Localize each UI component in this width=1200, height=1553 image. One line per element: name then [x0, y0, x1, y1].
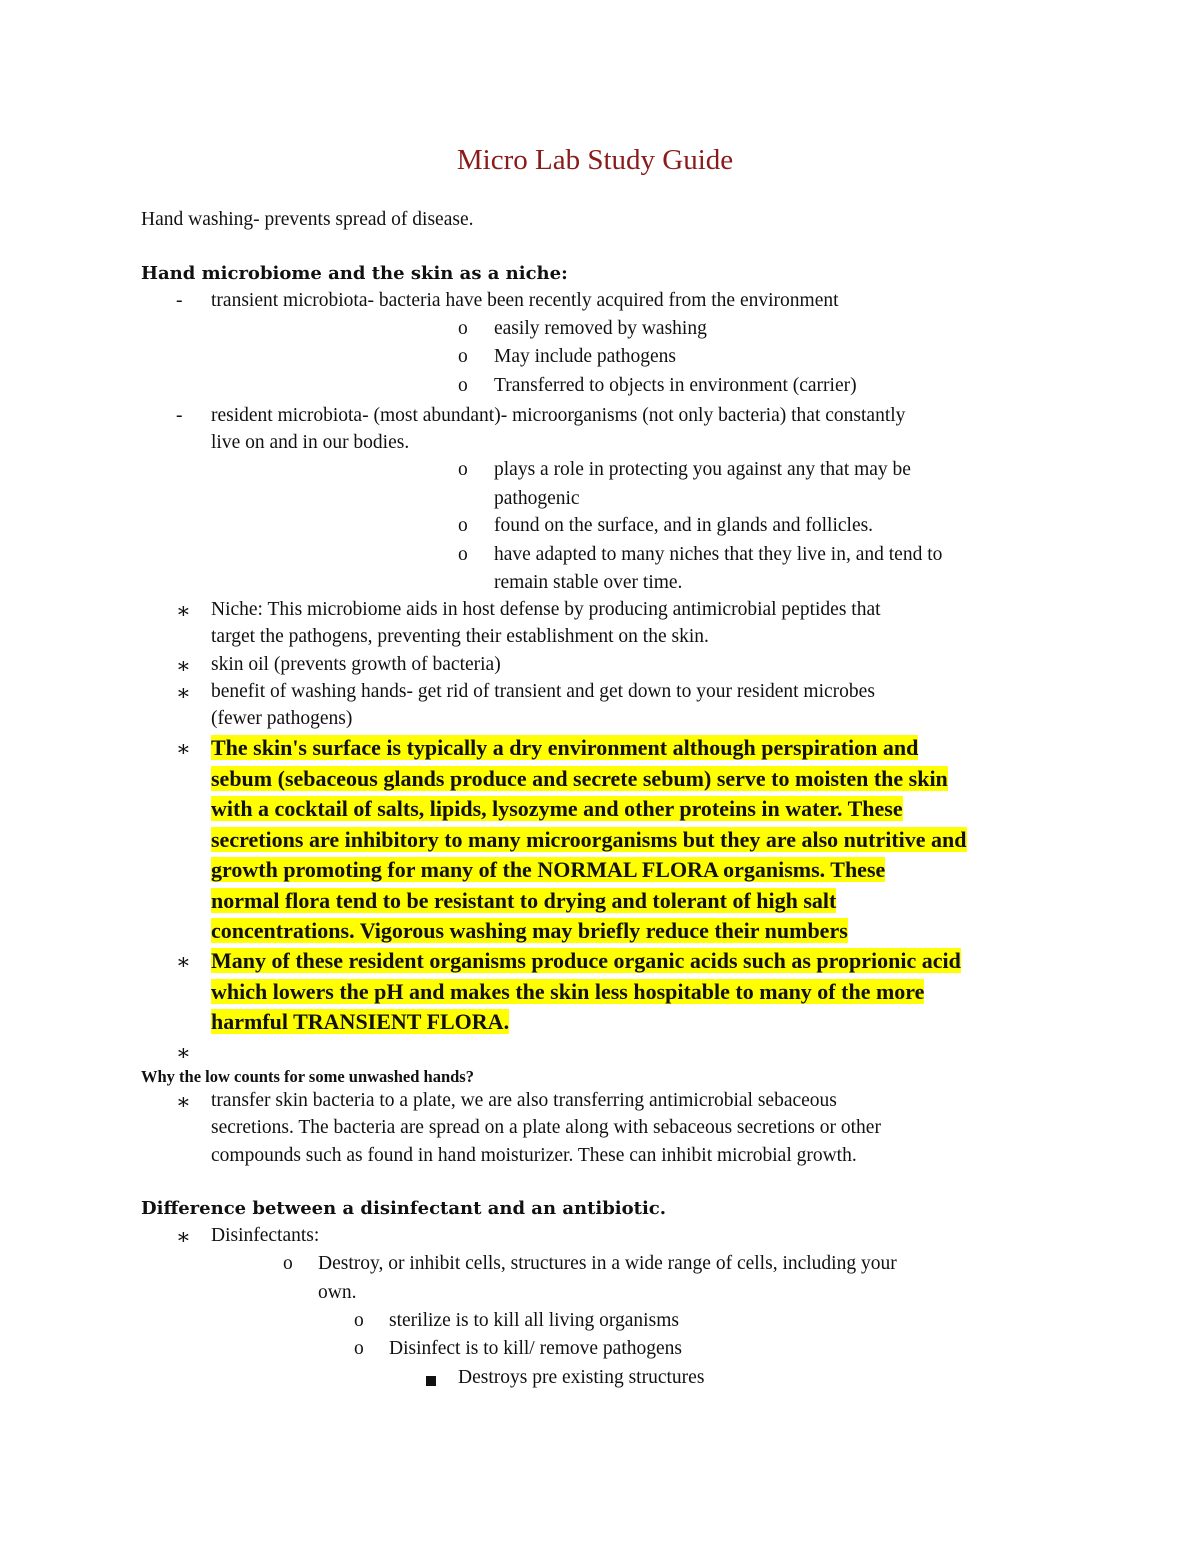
highlighted-line: normal flora tend to be resistant to drying and tolerant of high salt	[211, 887, 837, 913]
destroy-line2: own.	[318, 1282, 357, 1303]
highlighted-organic-acids-paragraph	[211, 946, 961, 1038]
transient-point: easily removed by washing	[494, 318, 707, 339]
star-bullet: ∗	[176, 1224, 191, 1249]
highlighted-line: sebum (sebaceous glands produce and secrete sebum) serve to moisten the skin	[211, 765, 948, 791]
circle-bullet: o	[354, 1338, 364, 1359]
section-heading-disinfectant: Difference between a disinfectant and an antibiotic.	[141, 1198, 667, 1219]
circle-bullet: o	[458, 515, 468, 536]
star-bullet: ∗	[176, 598, 191, 623]
dash-bullet: -	[176, 290, 183, 311]
circle-bullet: o	[458, 375, 468, 396]
dash-bullet: -	[176, 405, 183, 426]
star-bullet: ∗	[176, 680, 191, 705]
destroys-text: Destroys pre existing structures	[458, 1367, 705, 1388]
resident-point: plays a role in protecting you against any that may be	[494, 459, 911, 480]
square-bullet	[426, 1376, 436, 1386]
page-title: Micro Lab Study Guide	[456, 144, 734, 176]
highlighted-line: harmful TRANSIENT FLORA.	[211, 1009, 510, 1034]
intro-text: Hand washing- prevents spread of disease.	[141, 209, 474, 230]
star-bullet-empty: ∗	[176, 1040, 191, 1065]
highlighted-line: growth promoting for many of the NORMAL FLORA organisms. These	[211, 857, 886, 882]
transient-point: Transferred to objects in environment (carrier)	[494, 375, 857, 396]
highlighted-line: secretions are inhibitory to many microorganisms but they are also nutritive and	[211, 826, 967, 852]
resident-label-line1: resident microbiota- (most abundant)- microorganisms (not only bacteria) that constantly	[211, 405, 906, 426]
section-heading-low-counts: Why the low counts for some unwashed hands?	[141, 1067, 474, 1086]
circle-bullet: o	[458, 544, 468, 565]
star-bullet: ∗	[176, 653, 191, 678]
destroy-line1: Destroy, or inhibit cells, structures in a wide range of cells, including your	[318, 1253, 897, 1274]
star-bullet: ∗	[176, 1089, 191, 1114]
low-counts-line: secretions. The bacteria are spread on a plate along with sebaceous secretions or other	[211, 1117, 881, 1138]
circle-bullet: o	[458, 459, 468, 480]
transient-label: transient microbiota- bacteria have been recently acquired from the environment	[211, 290, 839, 311]
highlighted-line: with a cocktail of salts, lipids, lysozyme and other proteins in water. These	[211, 796, 903, 821]
niche-text-line1: Niche: This microbiome aids in host defense by producing antimicrobial peptides that	[211, 599, 881, 620]
skin-oil-text: skin oil (prevents growth of bacteria)	[211, 654, 501, 675]
sterilize-text: sterilize is to kill all living organisms	[389, 1310, 679, 1331]
highlighted-skin-surface-paragraph	[211, 733, 967, 947]
transient-point: May include pathogens	[494, 346, 676, 367]
resident-point: have adapted to many niches that they live in, and tend to	[494, 544, 943, 565]
star-bullet: ∗	[176, 949, 191, 974]
niche-text-line2: target the pathogens, preventing their establishment on the skin.	[211, 626, 709, 647]
highlighted-line: Many of these resident organisms produce organic acids such as proprionic acid	[211, 948, 961, 973]
circle-bullet: o	[354, 1310, 364, 1331]
benefit-text-line2: (fewer pathogens)	[211, 708, 353, 729]
disinfectants-label: Disinfectants:	[211, 1225, 320, 1246]
disinfect-text: Disinfect is to kill/ remove pathogens	[389, 1338, 682, 1359]
star-bullet: ∗	[176, 736, 191, 761]
highlighted-line: concentrations. Vigorous washing may briefly reduce their numbers	[211, 918, 848, 943]
highlighted-line: which lowers the pH and makes the skin less hospitable to many of the more	[211, 978, 925, 1004]
circle-bullet: o	[458, 346, 468, 367]
circle-bullet: o	[458, 318, 468, 339]
resident-point-cont: remain stable over time.	[494, 572, 683, 593]
benefit-text-line1: benefit of washing hands- get rid of transient and get down to your resident microbes	[211, 681, 875, 702]
resident-point-cont: pathogenic	[494, 488, 580, 509]
circle-bullet: o	[283, 1253, 293, 1274]
resident-label-line2: live on and in our bodies.	[211, 432, 410, 453]
highlighted-line: The skin's surface is typically a dry environment although perspiration and	[211, 735, 919, 760]
section-heading-microbiome: Hand microbiome and the skin as a niche:	[141, 263, 568, 284]
low-counts-line: compounds such as found in hand moisturizer. These can inhibit microbial growth.	[211, 1145, 857, 1166]
low-counts-line: transfer skin bacteria to a plate, we are also transferring antimicrobial sebaceous	[211, 1090, 837, 1111]
resident-point: found on the surface, and in glands and follicles.	[494, 515, 874, 536]
